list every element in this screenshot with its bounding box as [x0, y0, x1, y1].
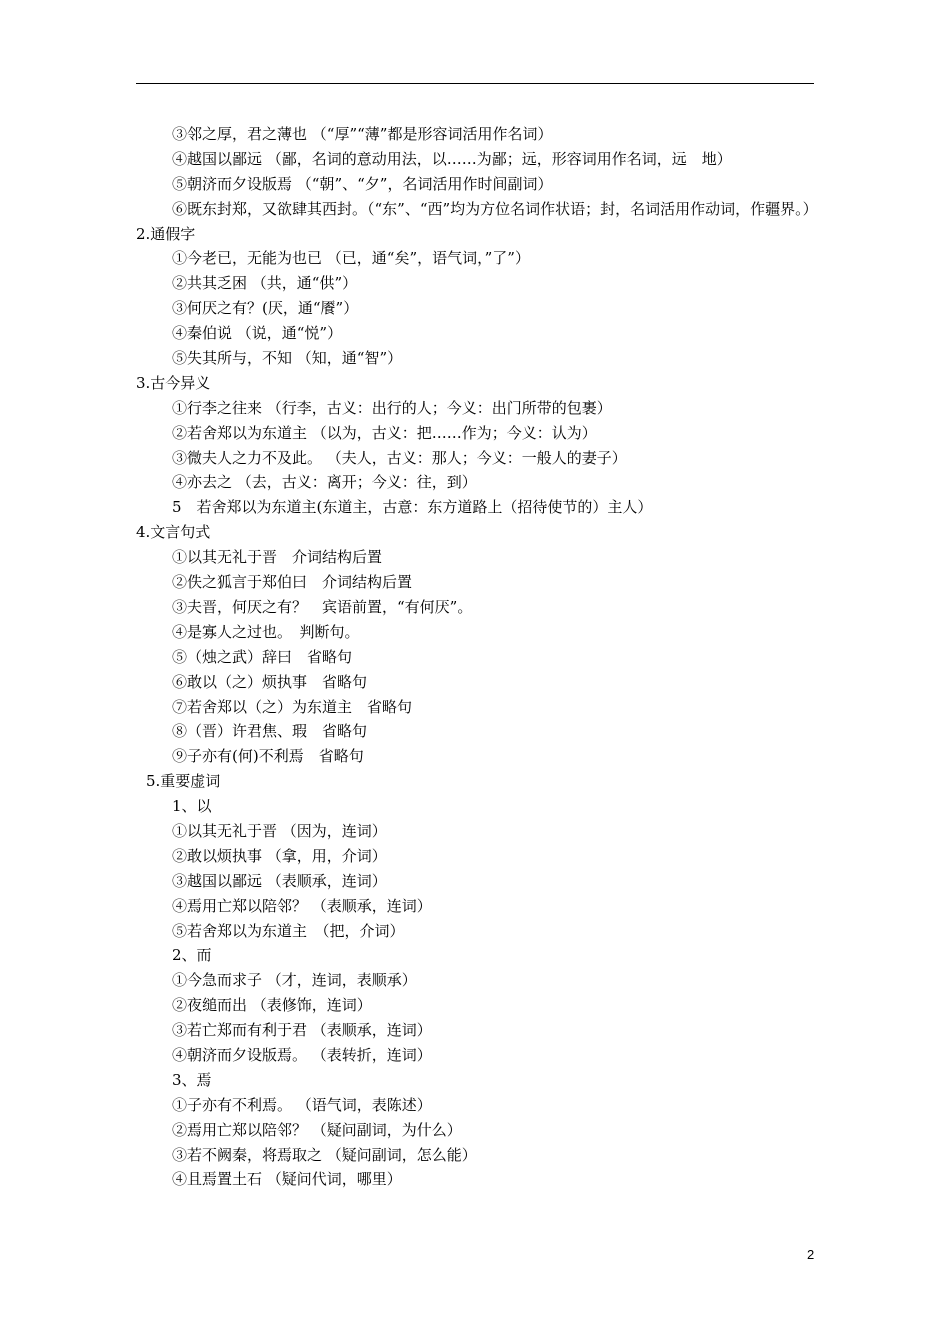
text-line: 3、焉 — [172, 1070, 212, 1089]
text-line: ①以其无礼于晋 介词结构后置 — [172, 548, 383, 567]
text-line: ⑤失其所与，不知 （知，通“智”） — [172, 349, 403, 368]
text-line: ①子亦有不利焉。 （语气词，表陈述） — [172, 1095, 432, 1114]
text-line: ③邻之厚，君之薄也 （“厚”“薄”都是形容词活用作名词） — [172, 125, 553, 143]
text-line: ①以其无礼于晋 （因为，连词） — [172, 821, 387, 840]
text-line: ①行李之往来 （行李，古义：出行的人；今义：出门所带的包裹） — [172, 398, 612, 417]
text-line: ②若舍郑以为东道主 （以为，古义：把……作为；今义：认为） — [172, 423, 597, 442]
text-line: ⑥敢以（之）烦执事 省略句 — [172, 672, 368, 691]
text-line: ④朝济而夕设版焉。 （表转折，连词） — [172, 1045, 432, 1064]
text-line: ④焉用亡郑以陪邻？ （表顺承，连词） — [172, 896, 432, 915]
text-line: ②共其乏困 （共，通“供”） — [172, 274, 358, 293]
text-line: 5 若舍郑以为东道主(东道主，古意：东方道路上（招待使节的）主人） — [172, 498, 653, 517]
text-line: ⑤朝济而夕设版焉 （“朝”、“夕”，名词活用作时间副词） — [172, 174, 553, 193]
header-rule — [136, 83, 814, 84]
section-heading: 3.古今异义 — [136, 373, 211, 392]
section-heading: 2.通假字 — [136, 224, 196, 243]
text-line: 2、而 — [172, 946, 212, 965]
text-line: ⑧（晋）许君焦、瑕 省略句 — [172, 722, 368, 741]
text-line: ①今急而求子 （才，连词，表顺承） — [172, 971, 417, 990]
text-line: ⑤（烛之武）辞曰 省略句 — [172, 647, 353, 666]
text-line: ④且焉置土石 （疑问代词，哪里） — [172, 1170, 402, 1189]
page-number: 2 — [807, 1247, 815, 1262]
text-line: 1、以 — [172, 797, 212, 816]
text-line: ③夫晋，何厌之有？ 宾语前置，“有何厌”。 — [172, 597, 473, 616]
text-line: ①今老已，无能为也已 （已，通“矣”，语气词，”了”） — [172, 249, 530, 268]
text-line: ④越国以鄙远 （鄙，名词的意动用法，以……为鄙；远，形容词用作名词，远 地） — [172, 149, 732, 168]
document-body — [136, 122, 826, 1192]
text-line: ④秦伯说 （说，通“悦”） — [172, 324, 343, 343]
text-line: ②佚之狐言于郑伯曰 介词结构后置 — [172, 573, 413, 592]
text-line: ③若亡郑而有利于君 （表顺承，连词） — [172, 1021, 432, 1040]
text-line: ③若不阙秦，将焉取之 （疑问副词，怎么能） — [172, 1145, 477, 1164]
text-line: ④亦去之 （去，古义：离开；今义：往，到） — [172, 473, 477, 492]
text-line: ③何厌之有？(厌，通“餍”） — [172, 299, 359, 318]
text-line: ④是寡人之过也。 判断句。 — [172, 622, 360, 641]
text-line: ②夜缒而出 （表修饰，连词） — [172, 996, 372, 1015]
text-line: ⑦若舍郑以（之）为东道主 省略句 — [172, 697, 413, 716]
text-line: ②敢以烦执事 （拿，用，介词） — [172, 846, 387, 865]
text-line: ⑨子亦有(何)不利焉 省略句 — [172, 747, 364, 766]
text-line: ②焉用亡郑以陪邻？ （疑问副词，为什么） — [172, 1120, 462, 1139]
text-line: ③微夫人之力不及此。 （夫人，古义：那人；今义：一般人的妻子） — [172, 448, 627, 467]
text-line: ⑥既东封郑，又欲肆其西封。（“东”、“西”均为方位名词作状语；封，名词活用作动词，作疆界。） — [172, 199, 818, 218]
section-heading: 5.重要虚词 — [146, 772, 221, 791]
text-line: ③越国以鄙远 （表顺承，连词） — [172, 871, 387, 890]
text-line: ⑤若舍郑以为东道主 （把，介词） — [172, 921, 405, 940]
section-heading: 4.文言句式 — [136, 523, 211, 542]
